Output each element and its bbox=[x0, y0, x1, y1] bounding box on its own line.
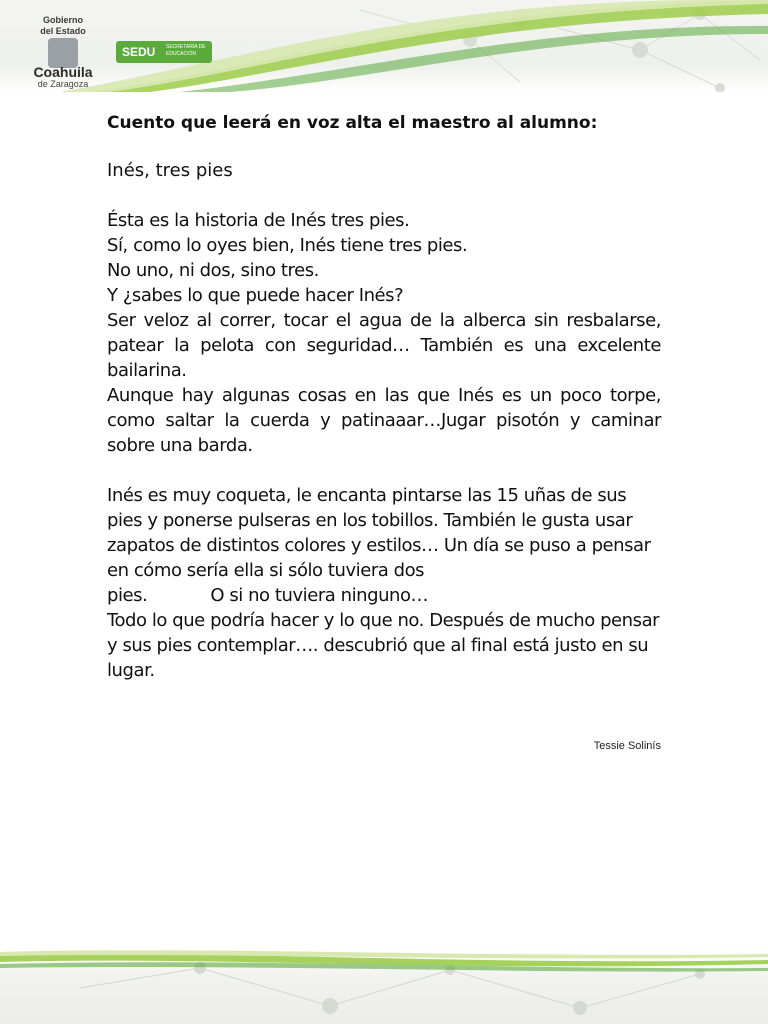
story-line: Sí, como lo oyes bien, Inés tiene tres pies. bbox=[107, 235, 468, 256]
page-footer bbox=[0, 948, 768, 1024]
story-line: No uno, ni dos, sino tres. bbox=[107, 260, 319, 281]
footer-swoosh-decoration bbox=[0, 948, 768, 1024]
page-header bbox=[0, 0, 768, 92]
story-text-inline: O si no tuviera ninguno… bbox=[210, 585, 429, 606]
story-paragraph-2 bbox=[107, 483, 661, 683]
story-text-block: Aunque hay algunas cosas en las que Inés es un poco torpe, como saltar la cuerda y patinaaar…Jugar pisotón y caminar sobre una barda. bbox=[107, 385, 661, 456]
story-title: Inés, tres pies bbox=[107, 160, 233, 181]
story-text-block: Inés es muy coqueta, le encanta pintarse las 15 uñas de sus pies y ponerse pulseras en los tobillos. También le gusta usar zapatos de distintos colores y estilos… Un día se puso a pensar en cómo sería ella si sólo tuviera dos bbox=[107, 485, 651, 581]
story-author: Tessie Solinís bbox=[593, 740, 661, 752]
story-text-block: Ser veloz al correr, tocar el agua de la alberca sin resbalarse, patear la pelota con seguridad… También es una excelente bailarina. bbox=[107, 310, 661, 381]
story-line: Y ¿sabes lo que puede hacer Inés? bbox=[107, 285, 404, 306]
sedu-logo bbox=[116, 41, 212, 63]
story-line: Ésta es la historia de Inés tres pies. bbox=[107, 210, 410, 231]
document-heading: Cuento que leerá en voz alta el maestro al alumno: bbox=[107, 113, 598, 133]
story-paragraph-1 bbox=[107, 208, 661, 458]
logo-sub-zaragoza: de Zaragoza bbox=[37, 79, 89, 89]
logo-name-coahuila: Coahuila bbox=[33, 64, 93, 80]
logo-line-estado: del Estado bbox=[40, 26, 86, 36]
sedu-subtitle: SECRETARÍA DE EDUCACIÓN bbox=[166, 44, 206, 57]
story-pies-line bbox=[107, 583, 661, 608]
logo-line-gobierno: Gobierno bbox=[43, 15, 83, 25]
coahuila-government-logo bbox=[18, 12, 108, 90]
story-word-pies: pies. bbox=[107, 585, 148, 606]
sedu-name: SEDU bbox=[122, 45, 156, 59]
story-text-block: Todo lo que podría hacer y lo que no. Después de mucho pensar y sus pies contemplar…. descubrió que al final está justo en su lugar. bbox=[107, 610, 660, 681]
document-body bbox=[107, 111, 661, 683]
